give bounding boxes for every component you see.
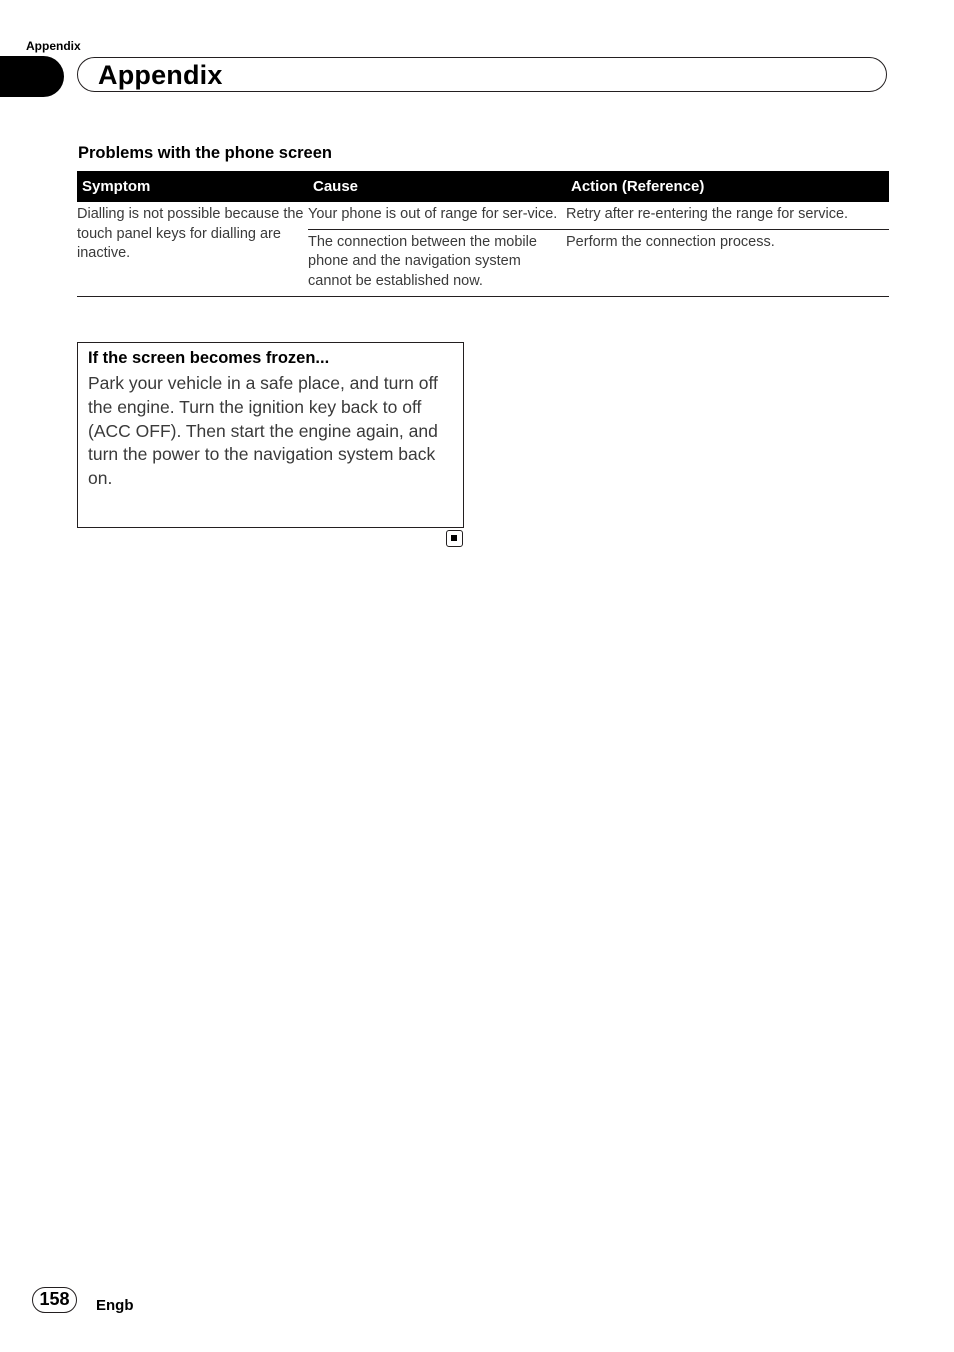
section-title-bar [77, 57, 887, 92]
action-cell: Retry after re-entering the range for service. [566, 202, 889, 229]
column-header-action: Action (Reference) [566, 171, 889, 202]
cause-cell: Your phone is out of range for ser-vice. [308, 202, 566, 229]
frozen-screen-note [77, 342, 464, 528]
page-number: 158 [32, 1287, 77, 1313]
section-tab-marker [0, 56, 64, 97]
note-body: Park your vehicle in a safe place, and turn off the engine. Turn the ignition key back to off (ACC OFF). Then start the engine again, and turn the power to the navigation system back on. [88, 373, 438, 489]
end-of-section-icon [446, 530, 463, 547]
running-head: Appendix [26, 39, 81, 53]
symptom-cell: Dialling is not possible because the touch panel keys for dialling are inactive. [77, 202, 308, 297]
note-title: If the screen becomes frozen... [88, 349, 330, 367]
column-header-cause: Cause [308, 171, 566, 202]
section-title: Appendix [98, 60, 223, 90]
cause-cell: The connection between the mobile phone and the navigation system cannot be established now. [308, 229, 566, 297]
table-header-row [77, 171, 889, 202]
table-heading: Problems with the phone screen [78, 144, 332, 162]
troubleshooting-table [77, 171, 889, 297]
table-row [77, 202, 889, 229]
language-code: Engb [96, 1297, 134, 1314]
action-cell: Perform the connection process. [566, 229, 889, 297]
column-header-symptom: Symptom [77, 171, 308, 202]
